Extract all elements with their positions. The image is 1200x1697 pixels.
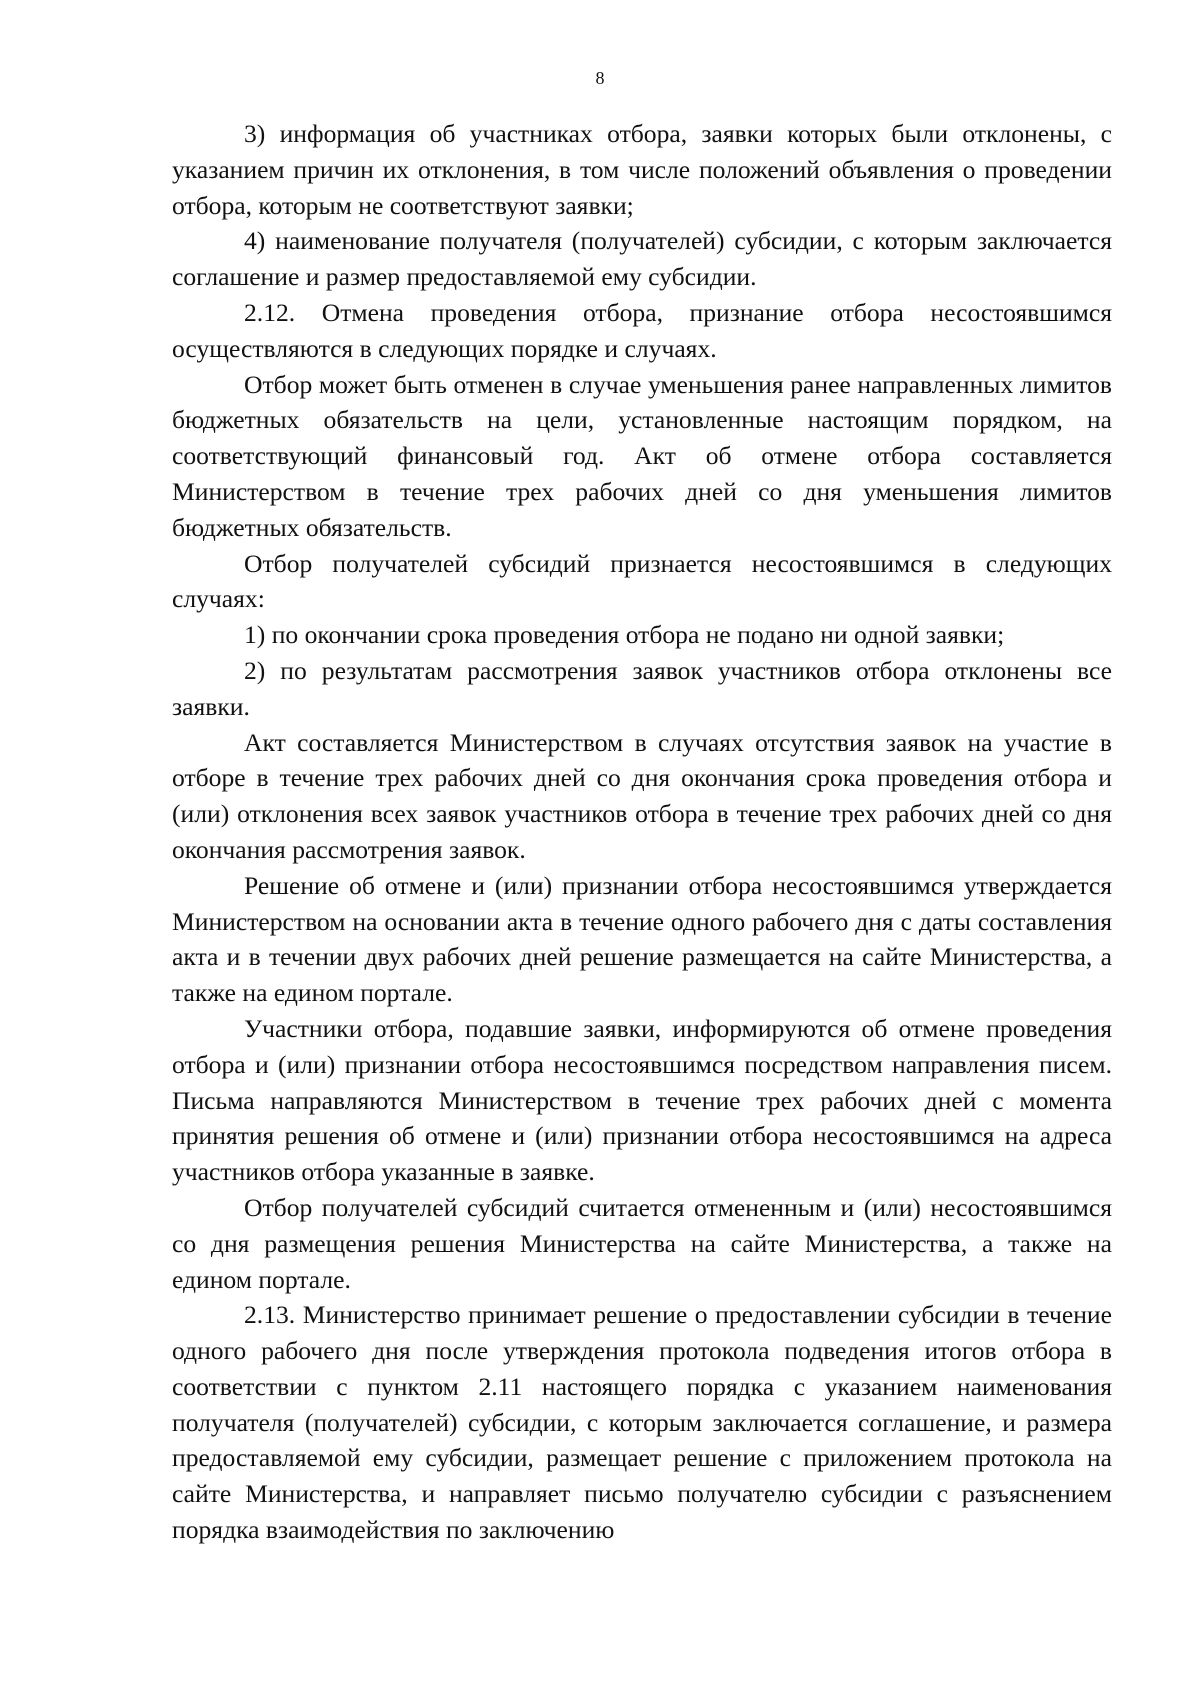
paragraph-selection-cancelled-date: Отбор получателей субсидий считается отмененным и (или) несостоявшимся со дня размещения решения Министерства на сайте Министерства, а также на едином портале. <box>172 1192 1112 1294</box>
paragraph-case-2: 2) по результатам рассмотрения заявок участников отбора отклонены все заявки. <box>172 655 1112 721</box>
paragraph-item-3: 3) информация об участниках отбора, заявки которых были отклонены, с указанием причин их отклонения, в том числе положений объявления о проведении отбора, которым не соответствуют заявки; <box>172 119 1112 220</box>
document-body <box>172 116 1112 1548</box>
paragraph-decision-approval: Решение об отмене и (или) признании отбора несостоявшимся утверждается Министерством на основании акта в течение одного рабочего дня с даты составления акта и в течении двух рабочих дней решение размещается на сайте Министерства, а также на едином портале. <box>172 870 1112 1008</box>
paragraph-case-1: 1) по окончании срока проведения отбора не подано ни одной заявки; <box>244 620 1005 650</box>
paragraph-section-2-12: 2.12. Отмена проведения отбора, признание отбора несостоявшимся осуществляются в следующих порядке и случаях. <box>172 297 1112 363</box>
paragraph-item-4: 4) наименование получателя (получателей) субсидии, с которым заключается соглашение и размер предоставляемой ему субсидии. <box>172 226 1112 292</box>
paragraph-section-2-13: 2.13. Министерство принимает решение о предоставлении субсидии в течение одного рабочего дня после утверждения протокола подведения итогов отбора в соответствии с пунктом 2.11 настоящего порядка с указанием наименования получателя (получателей) субсидии, с которым заключается соглашение, и размера предоставляемой ему субсидии, размещает решение с приложением протокола на сайте Министерства, и направляет письмо получателю субсидии с разъяснением порядка взаимодействия по заключению <box>172 1300 1112 1545</box>
paragraph-cancel-conditions: Отбор может быть отменен в случае уменьшения ранее направленных лимитов бюджетных обязательств на цели, установленные настоящим порядком, на соответствующий финансовый год. Акт об отмене отбора составляется Министерством в течение трех рабочих дней со дня уменьшения лимитов бюджетных обязательств. <box>172 369 1112 542</box>
paragraph-failed-selection-cases: Отбор получателей субсидий признается несостоявшимся в следующих случаях: <box>172 548 1112 614</box>
paragraph-act-drafting: Акт составляется Министерством в случаях отсутствия заявок на участие в отборе в течение трех рабочих дней со дня окончания срока проведения отбора и (или) отклонения всех заявок участников отбора в течение трех рабочих дней со дня окончания рассмотрения заявок. <box>172 727 1112 864</box>
paragraph-participants-notification: Участники отбора, подавшие заявки, информируются об отмене проведения отбора и (или) признании отбора несостоявшимся посредством направления писем. Письма направляются Министерством в течение трех рабочих дней с момента принятия решения об отмене и (или) признании отбора несостоявшимся на адреса участников отбора указанные в заявке. <box>172 1013 1112 1187</box>
page-number: 8 <box>595 68 605 88</box>
